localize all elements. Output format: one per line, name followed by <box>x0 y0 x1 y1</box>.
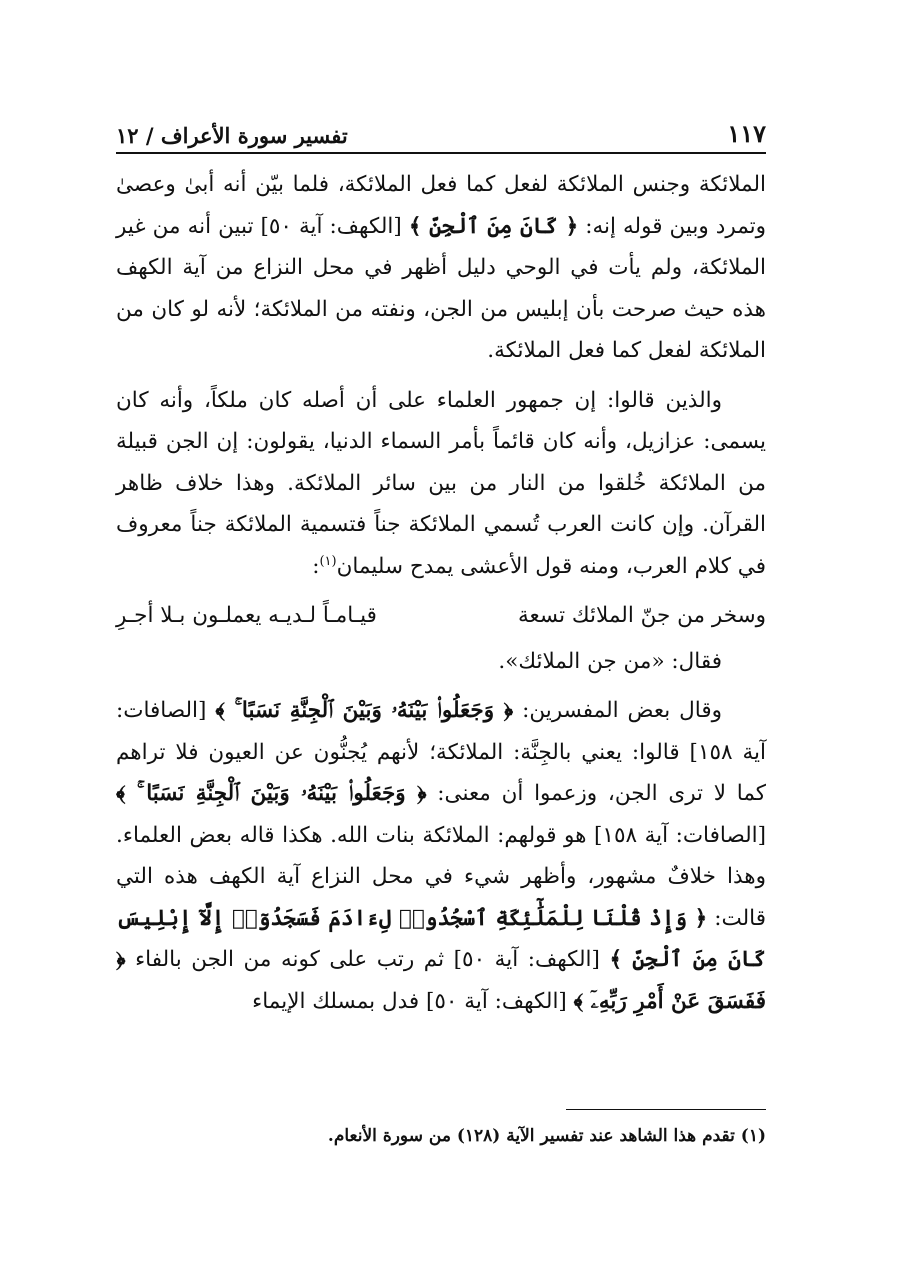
quran-quote: ﴿ وَإِذْ قُلْنَا لِلْمَلَٰٓئِكَةِ ٱسْجُدُوا۟ لِءَادَمَ فَسَجَدُوٓا۟ إِلَّآ إِبْلِيسَ كَانَ مِنَ ٱلْجِنِّ ﴾ <box>116 905 767 972</box>
footnote: (١) تقدم هذا الشاهد عند تفسير الآية (١٢٨) من سورة الأنعام. <box>327 1126 766 1146</box>
paragraph-text: الملائكة وجنس الملائكة لفعل كما فعل الملائكة، فلما بيّن أنه أبىٰ وعصىٰ وتمرد وبين قوله إنه: <box>116 172 767 239</box>
paragraph-text: [الصافات: آية ١٥٨] هو قولهم: الملائكة بنات الله. هكذا قاله بعض العلماء. وهذا خلافٌ مشهور، وأظهر شيء في محل النزاع آية الكهف هذه التي قالت: <box>116 822 767 931</box>
poetry-verse <box>116 595 766 637</box>
paragraph-text: وقال بعض المفسرين: <box>513 698 723 723</box>
verse-first-hemistich: وسخر من جنّ الملائك تسعة <box>518 603 766 628</box>
paragraph-text: [الصافات: آية ١٥٨] قالوا: يعني بالجِنَّة: الملائكة؛ لأنهم يُجنُّون عن العيون فلا تراهم كما لا ترى الجن، وزعموا أن معنى: <box>116 698 767 806</box>
footnote-rule <box>566 1109 766 1110</box>
paragraph-2 <box>116 380 766 588</box>
header-rule <box>116 152 766 154</box>
verse-second-hemistich: قيـامـاً لـديـه يعملـون بـلا أجـرِ <box>116 603 377 628</box>
paragraph-text: : <box>312 553 320 579</box>
quran-quote: ﴿ كَانَ مِنَ ٱلْجِنِّ ﴾ <box>408 213 579 239</box>
paragraph-text: فقال: «من جن الملائك». <box>498 648 722 674</box>
paragraph-text: [الكهف: آية ٥٠] ثم رتب على كونه من الجن بالفاء <box>125 947 610 972</box>
paragraph-3 <box>116 641 766 683</box>
paragraph-text: [الكهف: آية ٥٠] فدل بمسلك الإيماء <box>252 988 574 1014</box>
paragraph-text: والذين قالوا: إن جمهور العلماء على أن أصله كان ملكاً، وأنه كان يسمى: عزازيل، وأنه كان قائماً بأمر السماء الدنيا، يقولون: إن الجن قبيلة من الملائكة خُلقوا من النار من بين سائر الملائكة. وهذا خلاف ظاهر القرآن. وإن كانت العرب تُسمي الملائكة جناً فتسمية الملائكة جناً معروف في كلام العرب، ومنه قول الأعشى يمدح سليمان <box>116 387 766 579</box>
running-title: تفسير سورة الأعراف / ١٢ <box>116 123 348 148</box>
paragraph-4 <box>116 690 766 1022</box>
quran-quote: ﴿ وَجَعَلُوا۟ بَيْنَهُۥ وَبَيْنَ ٱلْجِنَّةِ نَسَبًا ۚ ﴾ <box>215 698 514 723</box>
page-body <box>116 164 766 1030</box>
paragraph-1 <box>116 164 766 372</box>
page-number: ١١٧ <box>727 119 766 148</box>
paragraph-text: [الكهف: آية ٥٠] تبين أنه من غير الملائكة، ولم يأت في الوحي دليل أظهر في محل النزاع من آية الكهف هذه حيث صرحت بأن إبليس من الجن، ونفته من الملائكة؛ لأنه لو كان من الملائكة لفعل كما فعل الملائكة. <box>116 213 766 363</box>
quran-quote: ﴿ فَفَسَقَ عَنْ أَمْرِ رَبِّهِۦٓ ﴾ <box>116 947 766 1014</box>
quran-quote: ﴿ وَجَعَلُوا۟ بَيْنَهُۥ وَبَيْنَ ٱلْجِنَّةِ نَسَبًا ۚ ﴾ <box>116 781 427 806</box>
page-header <box>116 108 766 148</box>
footnote-reference: (١) <box>319 553 337 569</box>
